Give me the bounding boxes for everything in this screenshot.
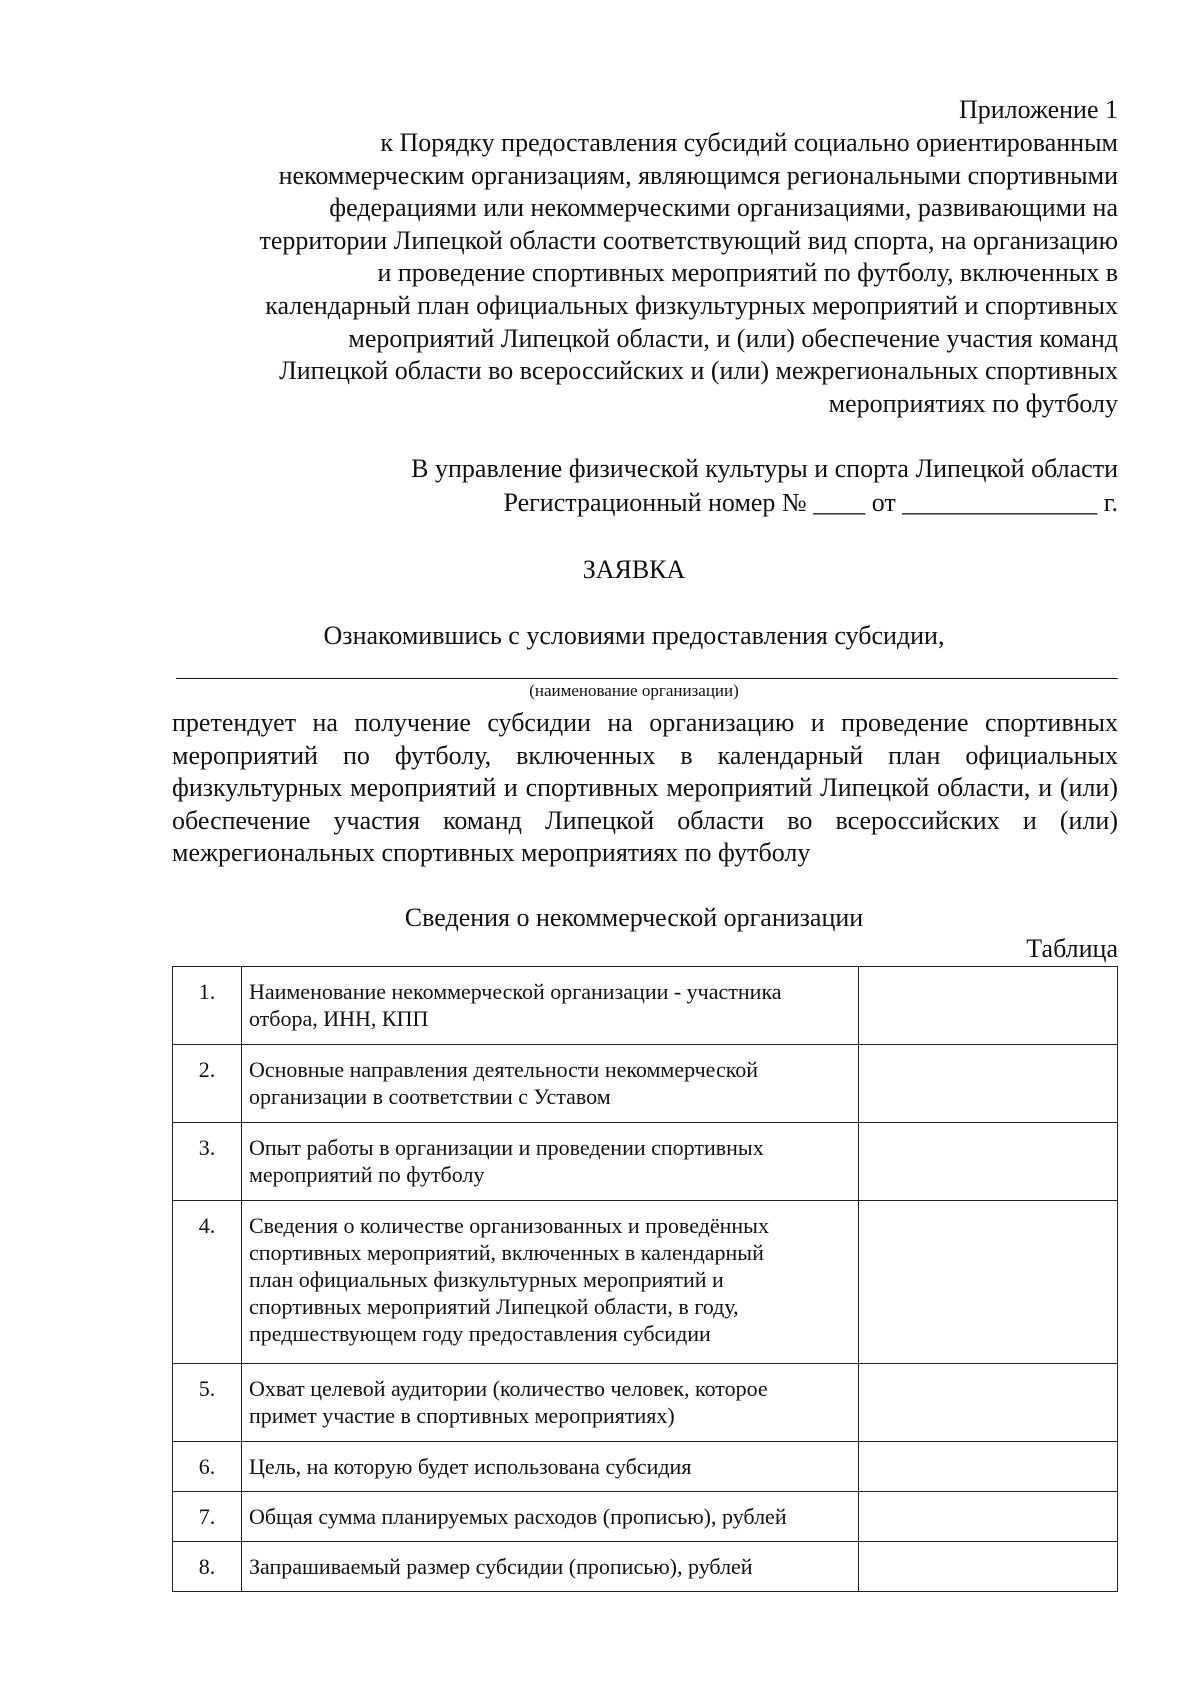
row-label [241, 1201, 858, 1364]
row-label-line: Основные направления деятельности некоммерческой [248, 1057, 759, 1082]
table-label: Таблица [1026, 934, 1118, 963]
organization-name-caption: (наименование организации) [529, 681, 739, 700]
row-label [241, 967, 858, 1045]
row-value-cell[interactable] [859, 1045, 1118, 1123]
appendix-line: мероприятиях по футболу [828, 388, 1118, 418]
appendix-line: федерациями или некоммерческими организациями, развивающими на [329, 193, 1118, 223]
row-label-line: план официальных физкультурных мероприятий и [248, 1267, 724, 1292]
row-label-line: примет участие в спортивных мероприятиях) [248, 1403, 675, 1428]
table-row [173, 1542, 1118, 1592]
row-label [241, 1045, 858, 1123]
registration-number-line: Регистрационный номер № ____ от _______________ г. [503, 488, 1118, 517]
row-value-cell[interactable] [859, 967, 1118, 1045]
row-value-cell[interactable] [859, 1442, 1118, 1492]
table-row [173, 1364, 1118, 1442]
appendix-line: Липецкой области во всероссийских и (или) межрегиональных спортивных [279, 356, 1118, 386]
row-label [241, 1542, 858, 1592]
appendix-line: и проведение спортивных мероприятий по футболу, включенных в [377, 258, 1118, 288]
row-label-line: Цель, на которую будет использована субсидия [248, 1454, 692, 1479]
appendix-line: мероприятий Липецкой области, и (или) обеспечение участия команд [348, 323, 1118, 353]
row-label-line: предшествующем году предоставления субсидии [248, 1321, 711, 1346]
row-label [241, 1123, 858, 1201]
row-value-cell[interactable] [859, 1364, 1118, 1442]
row-label-line: мероприятий по футболу [248, 1162, 485, 1187]
addressee: В управление физической культуры и спорта Липецкой области [411, 454, 1118, 483]
appendix-line: некоммерческим организациям, являющимся региональными спортивными [278, 160, 1118, 190]
row-label-line: спортивных мероприятий, включенных в календарный [248, 1240, 764, 1265]
row-label-line: Запрашиваемый размер субсидии (прописью), рублей [248, 1554, 753, 1579]
row-number: 6. [173, 1442, 242, 1492]
row-number: 7. [173, 1492, 242, 1542]
row-label-line: спортивных мероприятий Липецкой области, в году, [248, 1294, 739, 1319]
row-label [241, 1492, 858, 1542]
section-title: Сведения о некоммерческой организации [404, 903, 864, 932]
row-label-line: Опыт работы в организации и проведении спортивных [248, 1135, 764, 1160]
row-label-line: Наименование некоммерческой организации - участника [248, 979, 782, 1004]
table-row [173, 967, 1118, 1045]
row-label-line: Охват целевой аудитории (количество человек, которое [248, 1376, 768, 1401]
row-number: 2. [173, 1045, 242, 1123]
table-row [173, 1442, 1118, 1492]
row-label-line: Общая сумма планируемых расходов (прописью), рублей [248, 1504, 787, 1529]
table-row [173, 1201, 1118, 1364]
appendix-line: календарный план официальных физкультурных мероприятий и спортивных [265, 290, 1118, 320]
row-label-line: отбора, ИНН, КПП [248, 1006, 429, 1031]
row-number: 4. [173, 1201, 242, 1364]
organization-info-table [172, 966, 1118, 1592]
table-row [173, 1492, 1118, 1542]
row-number: 5. [173, 1364, 242, 1442]
row-value-cell[interactable] [859, 1201, 1118, 1364]
table-row [173, 1045, 1118, 1123]
row-value-cell[interactable] [859, 1492, 1118, 1542]
row-label [241, 1364, 858, 1442]
appendix-label: Приложение 1 [958, 95, 1118, 124]
row-value-cell[interactable] [859, 1542, 1118, 1592]
row-number: 3. [173, 1123, 242, 1201]
row-label-line: организации в соответствии с Уставом [248, 1084, 611, 1109]
document-title: ЗАЯВКА [582, 555, 686, 584]
row-value-cell[interactable] [859, 1123, 1118, 1201]
intro-text: Ознакомившись с условиями предоставления субсидии, [323, 621, 945, 650]
row-label-line: Сведения о количестве организованных и проведённых [248, 1213, 769, 1238]
organization-name-line [176, 678, 1118, 679]
table-row [173, 1123, 1118, 1201]
appendix-reference [150, 127, 1118, 420]
claim-paragraph: претендует на получение субсидии на организацию и проведение спортивных мероприятий по футболу, включенных в календарный план официальных физкультурных мероприятий и спортивных мероприятий Липецкой области, и (или) обеспечение участия команд Липецкой области во всероссийских и (или) межрегиональных спортивных мероприятиях по футболу [172, 708, 1118, 867]
row-label [241, 1442, 858, 1492]
row-number: 8. [173, 1542, 242, 1592]
appendix-line: к Порядку предоставления субсидий социально ориентированным [380, 128, 1118, 157]
row-number: 1. [173, 967, 242, 1045]
appendix-line: территории Липецкой области соответствующий вид спорта, на организацию [259, 225, 1118, 255]
